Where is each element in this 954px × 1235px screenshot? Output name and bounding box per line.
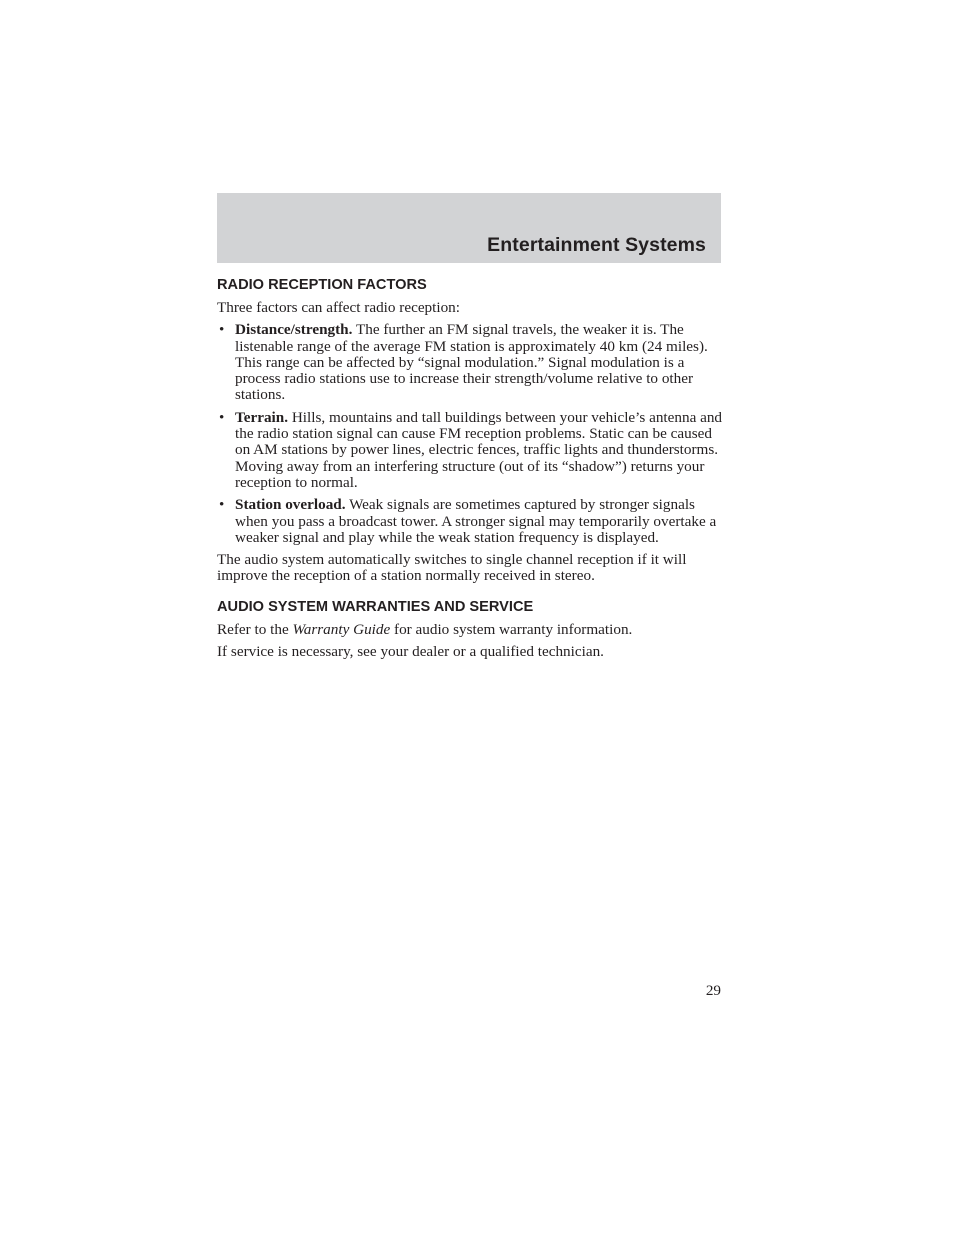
section-heading-warranties: AUDIO SYSTEM WARRANTIES AND SERVICE (217, 598, 534, 615)
warranty-guide-title: Warranty Guide (292, 620, 391, 638)
warranty-paragraph (217, 622, 723, 638)
warranty-suffix: for audio system warranty information. (390, 620, 633, 638)
chapter-title: Entertainment Systems (487, 234, 706, 256)
list-item (217, 497, 723, 546)
intro-paragraph: Three factors can affect radio reception: (217, 299, 460, 316)
closing-paragraph: The audio system automatically switches to single channel reception if it will improve the reception of a station normally received in stereo. (217, 551, 687, 585)
service-paragraph: If service is necessary, see your dealer or a qualified technician. (217, 643, 604, 661)
bullet-text: The further an FM signal travels, the weaker it is. The listenable range of the average FM station is approximately 40 km (24 miles). This range can be affected by “signal modulation.” Signal modulation is a process radio stations use to increase their strength/volume relative to other stations. (235, 321, 708, 404)
bullet-term: Terrain. (235, 408, 289, 426)
section-spacer (217, 591, 723, 599)
section-heading-radio-reception: RADIO RECEPTION FACTORS (217, 277, 427, 293)
list-item (217, 322, 723, 403)
bullet-text: Hills, mountains and tall buildings between your vehicle’s antenna and the radio station signal can cause FM reception problems. Static can be caused on AM stations by power lines, electric fences, traffic lights and thunderstorms. Moving away from an interfering structure (out of its “shadow”) returns your reception to normal. (235, 408, 723, 491)
bullet-term: Station overload. (235, 496, 346, 514)
bullet-text: Weak signals are sometimes captured by stronger signals when you pass a broadcast tower. A stronger signal may temporarily overtake a weaker signal and play while the weak station frequency is displayed. (235, 496, 717, 546)
bullet-term: Distance/strength. (235, 321, 353, 339)
page-content (217, 277, 723, 666)
reception-factors-list (217, 322, 723, 546)
section-header-band (217, 193, 721, 263)
page-number: 29 (705, 982, 721, 999)
warranty-prefix: Refer to the (217, 620, 293, 638)
bullet-icon: • (219, 321, 225, 339)
bullet-icon: • (219, 496, 225, 514)
bullet-icon: • (219, 408, 225, 426)
list-item (217, 410, 723, 491)
